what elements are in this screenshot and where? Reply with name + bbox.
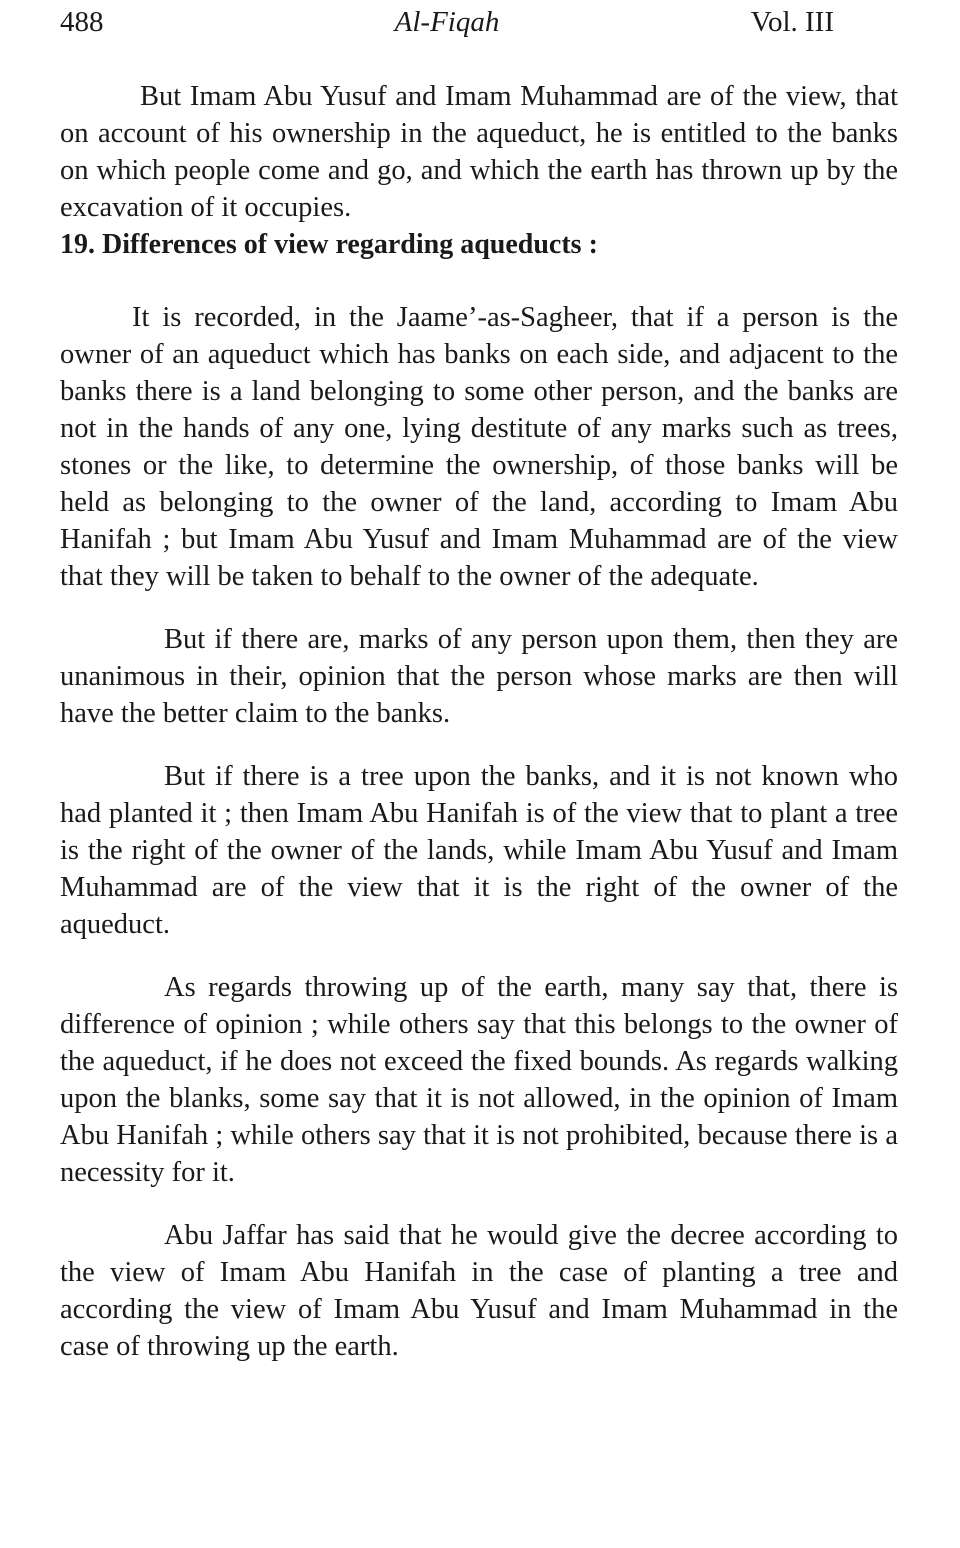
paragraph-5: Abu Jaffar has said that he would give the decree according to the view of Imam Abu Hanifah in the case of planting a tree and according the view of Imam Abu Yusuf and Imam Muhammad in the case of throwing up the earth. bbox=[60, 1220, 898, 1362]
paragraph-3: But if there is a tree upon the banks, and it is not known who had planted it ; then Imam Abu Hanifah is of the view that to plant a tree is the right of the owner of the lands, while Imam Abu Yusuf and Imam Muhammad are of the view that it is the right of the owner of the aqueduct. bbox=[60, 761, 898, 940]
running-header bbox=[60, 2, 834, 42]
book-title: Al-Fiqah bbox=[394, 6, 500, 38]
page-body bbox=[60, 78, 898, 1365]
page-number: 488 bbox=[60, 6, 104, 38]
paragraph-4: As regards throwing up of the earth, many say that, there is difference of opinion ; while others say that this belongs to the owner of the aqueduct, if he does not exceed the fixed bounds. As regards walking upon the blanks, some say that it is not allowed, in the opinion of Imam Abu Hanifah ; while others say that it is not prohibited, because there is a necessity for it. bbox=[60, 972, 898, 1188]
section-heading: 19. Differences of view regarding aqueducts : bbox=[60, 229, 598, 260]
paragraph-2: But if there are, marks of any person upon them, then they are unanimous in their, opinion that the person whose marks are then will have the better claim to the banks. bbox=[60, 624, 898, 729]
paragraph-1: It is recorded, in the Jaame’-as-Sagheer, that if a person is the owner of an aqueduct which has banks on each side, and adjacent to the banks there is a land belonging to some other person, and the banks are not in the hands of any one, lying destitute of any marks such as trees, stones or the like, to determine the ownership, of those banks will be held as belonging to the owner of the land, according to Imam Abu Hanifah ; but Imam Abu Yusuf and Imam Muhammad are of the view that they will be taken to behalf to the owner of the adequate. bbox=[60, 302, 898, 592]
volume-label: Vol. III bbox=[750, 6, 834, 38]
paragraph-intro: But Imam Abu Yusuf and Imam Muhammad are of the view, that on account of his ownership in the aqueduct, he is entitled to the banks on which people come and go, and which the earth has thrown up by the excavation of it occupies. bbox=[60, 81, 898, 223]
